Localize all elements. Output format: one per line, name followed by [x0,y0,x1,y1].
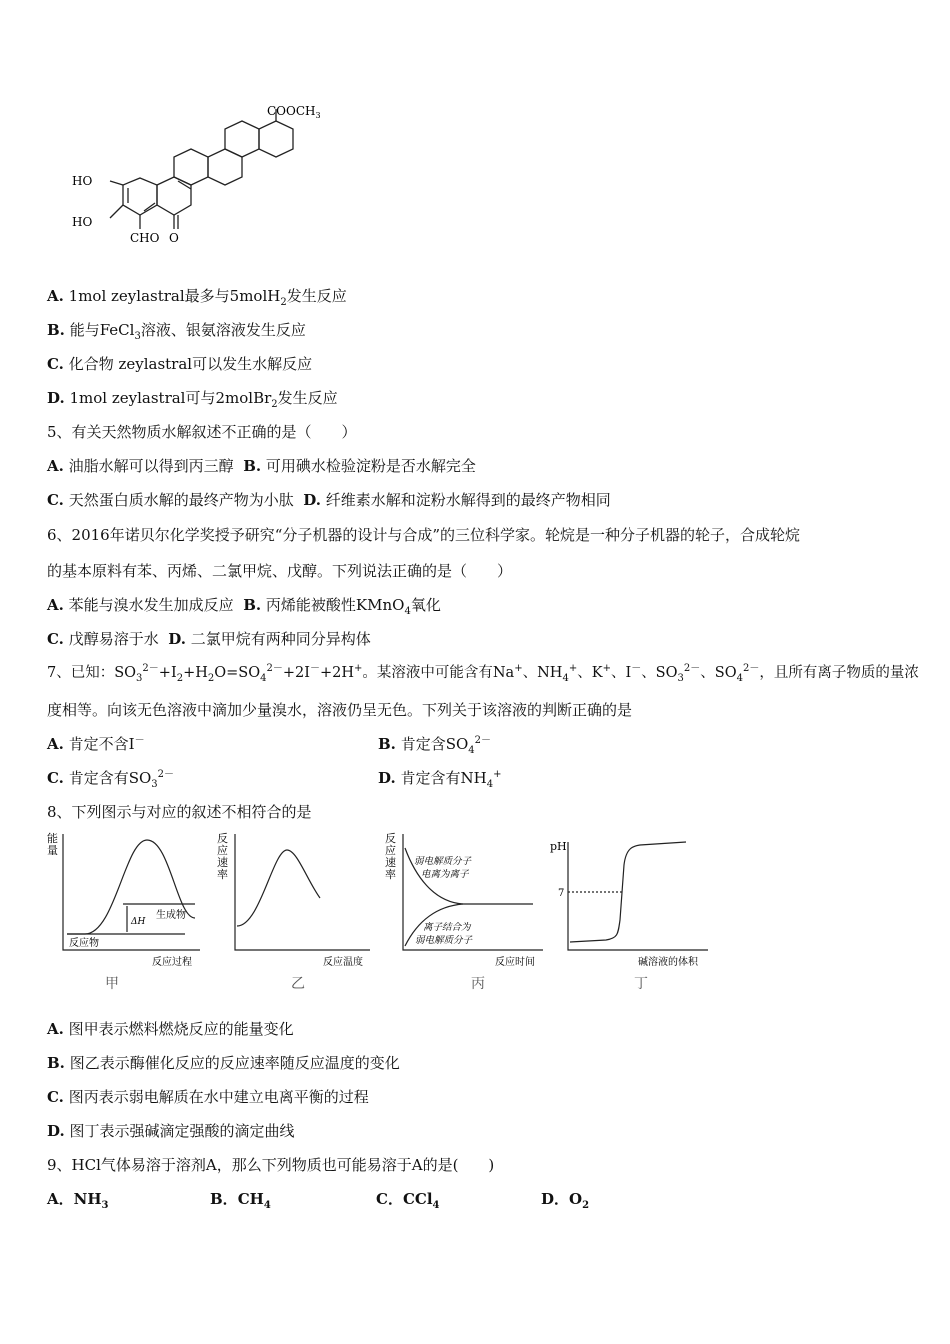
chart-jia-caption: 甲 [105,976,119,992]
q8-option-c: C. 图丙表示弱电解质在水中建立电离平衡的过程 [47,1088,369,1106]
q9-option-b: B．$CH_4$ [210,1190,271,1211]
chart-yi-ylabel-3: 速 [217,856,228,869]
q7-option-a: A. 肯定不含I－ [47,735,145,753]
q7-option-d: D. 肯定含有$NH_4^+$ [378,769,502,790]
chart-bing-caption: 丙 [471,976,485,992]
q4-option-a: A. 1mol zeylastral最多与5molH$_2$发生反应 [47,287,347,308]
q7-option-c: C. 肯定含有$SO_3^{2-}$ [47,769,175,790]
q7-stem-line2: 度相等。向该无色溶液中滴加少量溴水，溶液仍呈无色。下列关于该溶液的判断正确的是 [47,701,633,719]
chart-ding-caption: 丁 [634,976,648,992]
chart-yi-ylabel-1: 反 [217,832,228,845]
chart-bing-upper-label-2: 电离为离子 [421,869,469,880]
group-ho-upper: HO [72,174,93,188]
chart-jia-xlabel: 反应过程 [152,957,192,968]
q7-option-b: B. 肯定含$SO_4^{2-}$ [378,735,492,756]
q9-stem: 9、HCl气体易溶于溶剂A，那么下列物质也可能易溶于A的是( ) [47,1156,495,1174]
q8-option-d: D. 图丁表示强碱滴定强酸的滴定曲线 [47,1122,295,1140]
chart-jia-delta-label: ΔH [131,917,146,927]
chart-bing-xlabel: 反应时间 [495,957,535,968]
chart-bing-ylabel-4: 率 [385,868,396,881]
q6-options-ab: A. 苯能与溴水发生加成反应 B. 丙烯能被酸性KMnO$_4$氧化 [47,596,441,617]
q5-stem: 5、有关天然物质水解叙述不正确的是（ ） [47,423,357,441]
chart-bing [383,830,548,995]
chart-bing-ylabel-1: 反 [385,832,396,845]
q6-stem-line1: 6、2016年诺贝尔化学奖授予研究“分子机器的设计与合成”的三位科学家。轮烷是一种分子机器的轮子，合成轮烷 [47,526,801,544]
chart-jia-reactant-label: 反应物 [69,938,99,949]
chart-bing-lower-label-2: 弱电解质分子 [415,935,473,946]
chart-jia-axes [63,834,200,950]
group-ho-lower: HO [72,215,93,229]
chart-bing-lower-label-1: 离子结合为 [423,922,471,933]
chart-jia-ylabel-2: 量 [47,844,58,857]
q9-option-c: C．CCl$_4$ [376,1190,440,1211]
q9-option-a: A．$NH_3$ [47,1190,109,1211]
q8-option-a: A. 图甲表示燃料燃烧反应的能量变化 [47,1020,294,1038]
chart-bing-upper-label-1: 弱电解质分子 [414,856,472,867]
chart-ding-ylabel: pH [550,840,567,853]
q5-options-cd: C. 天然蛋白质水解的最终产物为小肽 D. 纤维素水解和淀粉水解得到的最终产物相同 [47,491,611,509]
chart-jia-product-label: 生成物 [156,910,186,921]
q7-stem-line1: 7、已知：$SO_3^{2-}+I_2+H_2O=SO_4^{2-}+2I^-+2H^+$。某溶液中可能含有Na+、$NH_4^+$、K+、I－、$SO_3^{2-}$、$SO_4^{2-}$，且所有离子物质的量浓 [47,663,919,684]
zeylastral-structure [60,105,330,255]
q6-options-cd: C. 戊醇易溶于水 D. 二氯甲烷有两种同分异构体 [47,630,371,648]
chart-ding-xlabel: 碱溶液的体积 [638,957,698,968]
chart-ding-axes [568,842,708,950]
chart-yi-ylabel-4: 率 [217,868,228,881]
q8-option-b: B. 图乙表示酶催化反应的反应速率随反应温度的变化 [47,1054,400,1072]
q4-option-c: C. 化合物 zeylastral可以发生水解反应 [47,355,313,373]
q9-option-d: D．$O_2$ [541,1190,590,1211]
chart-bing-ylabel-3: 速 [385,856,396,869]
chart-jia-ylabel-1: 能 [47,832,58,845]
group-cho: CHO [130,231,160,245]
q4-option-d: D. 1mol zeylastral可与2molBr$_2$发生反应 [47,389,338,410]
chart-bing-ylabel-2: 应 [385,844,396,857]
chart-ding [548,830,713,995]
group-cooch3: $COOCH_3$ [267,105,321,120]
chart-yi [215,830,375,995]
chart-yi-axes [235,834,370,950]
chart-yi-ylabel-2: 应 [217,844,228,857]
group-ketone-o: O [169,231,179,245]
q5-options-ab: A. 油脂水解可以得到丙三醇 B. 可用碘水检验淀粉是否水解完全 [47,457,476,475]
q6-stem-line2: 的基本原料有苯、丙烯、二氯甲烷、戊醇。下列说法正确的是（ ） [47,562,513,580]
chart-ding-ph7-label: 7 [558,888,565,899]
chart-yi-xlabel: 反应温度 [323,957,363,968]
chart-yi-caption: 乙 [291,976,305,992]
chart-yi-rate-curve [237,850,320,926]
q8-stem: 8、下列图示与对应的叙述不相符合的是 [47,803,312,821]
chart-ding-titration-curve [570,842,686,942]
q4-option-b: B. 能与FeCl$_3$溶液、银氨溶液发生反应 [47,321,306,342]
chart-jia [45,830,205,995]
